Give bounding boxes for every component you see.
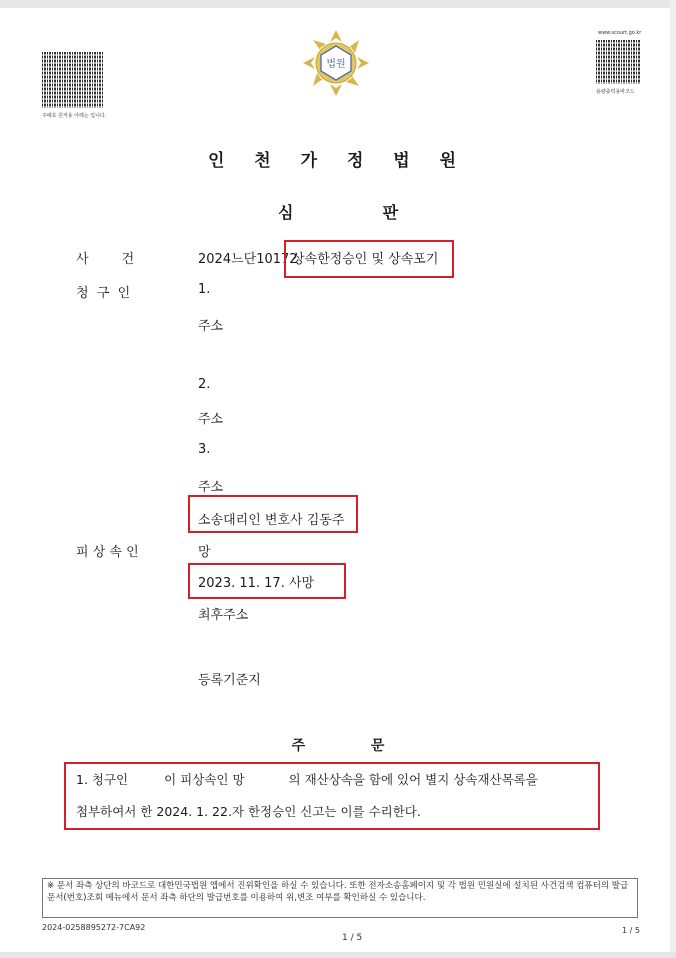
order-line-1-part-3: 의 재산상속을 함에 있어 별지 상속재산목록을 — [288, 772, 538, 787]
deceased-name: 망 — [198, 545, 211, 560]
order-line-1-part-1: 1. 청구인 — [76, 772, 129, 787]
barcode-left-caption: 주배호 원저용 아래는 입니다. — [42, 113, 107, 119]
case-label: 사 건 — [76, 252, 135, 267]
verification-notice: ※ 문서 좌측 상단의 바코드로 대한민국법원 앱에서 진위확인을 하실 수 있습니다. 또한 전자소송홈페이지 및 각 법원 민원실에 설치된 사건검색 컴퓨터의 발급문서(번호)조회 메뉴에서 문서 좌측 하단의 발급번호를 이용하여 위,변조 여부를 확인하실 수 있습니다. — [42, 878, 638, 918]
page-indicator-center: 1 / 5 — [342, 933, 363, 943]
doc-type-left: 심 — [277, 203, 294, 222]
barcode-right-caption: 용량출력용바코드 — [596, 89, 635, 95]
deceased-label: 피 상 속 인 — [76, 545, 139, 560]
case-title: 상속한정승인 및 상속포기 — [292, 252, 439, 267]
page-bottom-edge — [0, 952, 676, 958]
attorney: 소송대리인 변호사 김동주 — [198, 513, 345, 528]
verification-barcode-left — [42, 52, 104, 108]
death-date: 2023. 11. 17. 사망 — [198, 576, 315, 591]
claimant-3-address-label: 주소 — [198, 480, 224, 495]
death-date-highlight-box — [188, 563, 346, 599]
issue-number: 2024-0258895272-7CA92 — [42, 923, 146, 932]
order-heading — [0, 735, 676, 755]
claimant-1-address-label: 주소 — [198, 319, 224, 334]
claimant-1-number: 1. — [198, 282, 211, 297]
page-right-edge — [670, 0, 676, 958]
order-heading-right: 문 — [370, 738, 385, 754]
order-line-1-part-2: 이 피상속인 망 — [164, 772, 245, 787]
document-type — [0, 200, 676, 223]
court-name: 인 천 가 정 법 원 — [207, 151, 469, 171]
doc-type-right: 판 — [382, 203, 399, 222]
claimant-2-number: 2. — [198, 377, 211, 392]
page-top-edge — [0, 0, 676, 8]
order-line-1 — [76, 765, 596, 795]
order-heading-left: 주 — [291, 738, 306, 754]
last-address-label: 최후주소 — [198, 608, 249, 623]
barcode-right-url: www.scourt.go.kr — [598, 30, 642, 36]
attorney-highlight-box — [188, 495, 358, 533]
case-number: 2024느단10172 — [198, 252, 298, 267]
order-line-2: 첨부하여서 한 2024. 1. 22.자 한정승인 신고는 이를 수리한다. — [76, 804, 421, 819]
case-title-highlight-box — [284, 240, 454, 278]
court-seal-icon — [301, 28, 371, 98]
claimant-label: 청 구 인 — [76, 286, 131, 301]
claimant-3-number: 3. — [198, 442, 211, 457]
seal-emblem-text: 법원 — [326, 59, 346, 70]
claimant-2-address-label: 주소 — [198, 412, 224, 427]
verification-barcode-right — [596, 40, 640, 84]
registry-label: 등록기준지 — [198, 673, 261, 688]
page-indicator-right: 1 / 5 — [622, 926, 640, 935]
